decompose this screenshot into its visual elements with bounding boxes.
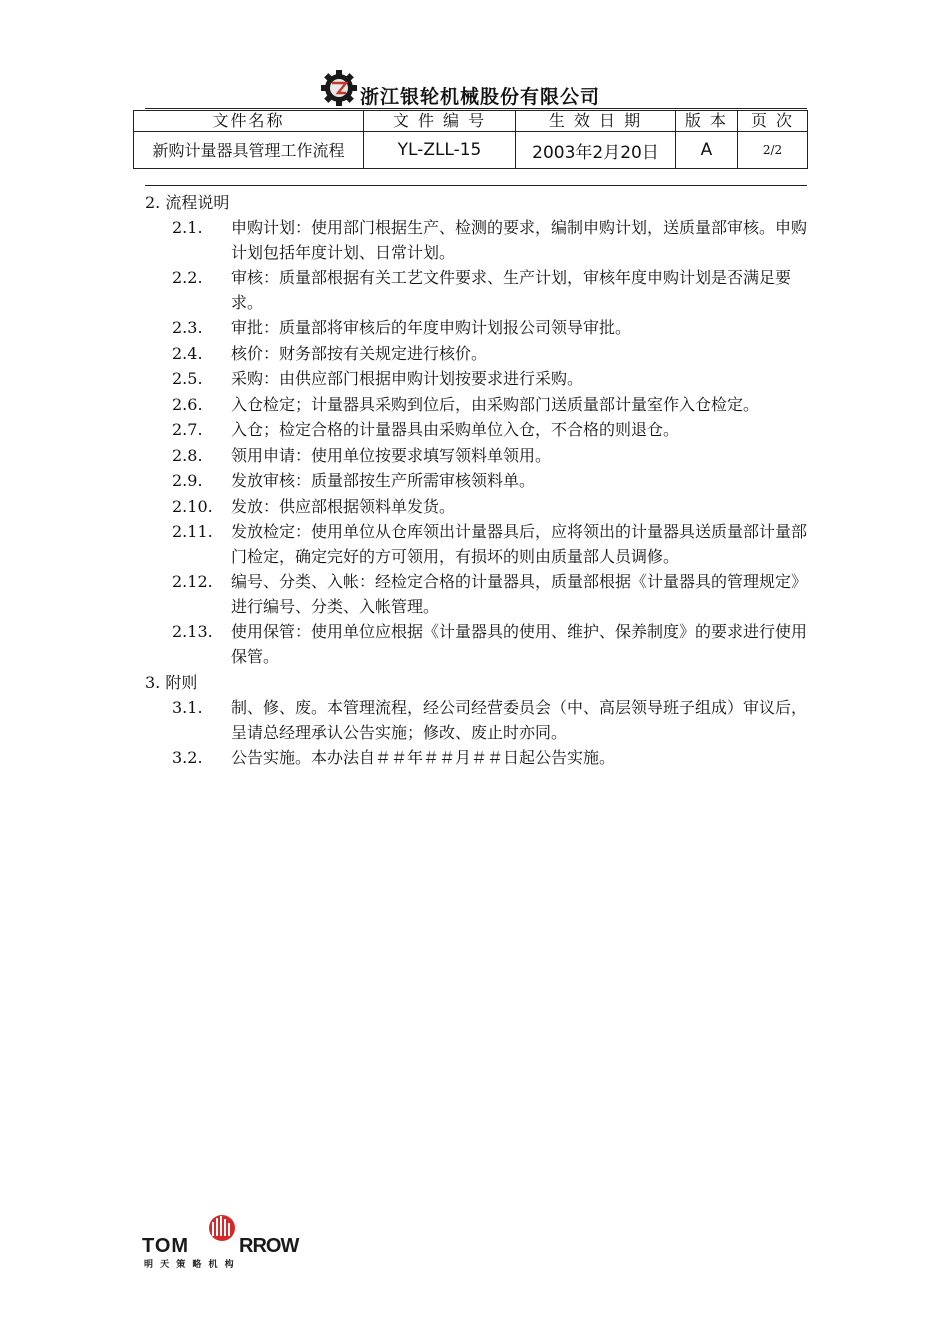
value-file-number: YL-ZLL-15: [364, 132, 516, 169]
list-item: [0, 469, 950, 494]
list-item: [0, 216, 950, 265]
document-body: [0, 190, 950, 772]
table-header-row: [134, 111, 808, 132]
list-item: [0, 696, 950, 745]
value-version: A: [676, 132, 738, 169]
item-text: 使用保管：使用单位应根据《计量器具的使用、维护、保养制度》的要求进行使用保管。: [231, 622, 808, 666]
value-file-name: 新购计量器具管理工作流程: [134, 132, 364, 169]
list-item: [0, 266, 950, 315]
item-text: 申购计划：使用部门根据生产、检测的要求，编制申购计划，送质量部审核。申购计划包括年度计划、日常计划。: [231, 218, 808, 262]
item-text: 发放审核：质量部按生产所需审核领料单。: [231, 471, 536, 490]
list-item: [0, 620, 950, 669]
section-title: 3. 附则: [145, 673, 198, 692]
value-page: 2/2: [738, 132, 808, 169]
list-item: [0, 520, 950, 569]
item-text: 领用申请：使用单位按要求填写领料单领用。: [231, 445, 552, 465]
item-number: 2.12.: [172, 572, 213, 591]
item-number: 2.9.: [172, 471, 203, 490]
item-number: 3.1.: [172, 698, 203, 717]
item-number: 2.1.: [172, 218, 203, 237]
tomorrow-logo-icon: [140, 1210, 305, 1270]
document-info-table: [133, 110, 808, 169]
list-item: [0, 570, 950, 619]
item-text: 发放：供应部根据领料单发货。: [231, 496, 456, 516]
item-number: 2.5.: [172, 369, 203, 388]
footer-brand-left: TOM: [142, 1235, 190, 1257]
item-text: 入仓检定；计量器具采购到位后，由采购部门送质量部计量室作入仓检定。: [231, 394, 760, 414]
item-text: 采购：由供应部门根据申购计划按要求进行采购。: [231, 369, 584, 388]
list-item: [0, 367, 950, 392]
footer-tagline: 明 天 策 略 机 构: [144, 1260, 236, 1270]
list-item: [0, 342, 950, 367]
list-item: [0, 393, 950, 418]
item-number: 3.2.: [172, 748, 203, 767]
header-cell-effective-date: 生 效 日 期: [516, 111, 676, 132]
item-text: 发放检定：使用单位从仓库领出计量器具后，应将领出的计量器具送质量部计量部门检定，确定完好的方可领用，有损坏的则由质量部人员调修。: [231, 522, 808, 566]
company-name: 浙江银轮机械股份有限公司: [360, 86, 601, 108]
item-text: 审核：质量部根据有关工艺文件要求、生产计划，审核年度申购计划是否满足要求。: [231, 268, 792, 312]
list-item: [0, 316, 950, 341]
header-cell-version: 版 本: [676, 111, 738, 132]
list-item: [0, 746, 950, 771]
company-logo-icon: [320, 70, 358, 106]
header-cell-page: 页 次: [738, 111, 808, 132]
item-number: 2.2.: [172, 268, 203, 287]
item-number: 2.4.: [172, 343, 203, 363]
item-number: 2.6.: [172, 394, 203, 414]
item-text: 制、修、废。本管理流程，经公司经营委员会（中、高层领导班子组成）审议后，呈请总经理承认公告实施；修改、废止时亦同。: [231, 698, 808, 742]
table-bottom-rule: [145, 185, 807, 186]
item-text: 审批：质量部将审核后的年度申购计划报公司领导审批。: [231, 318, 632, 337]
item-number: 2.7.: [172, 420, 203, 439]
item-text: 公告实施。本办法自＃＃年＃＃月＃＃日起公告实施。: [231, 748, 616, 767]
list-item: [0, 444, 950, 469]
value-effective-date: 2003年2月20日: [516, 132, 676, 169]
header-cell-file-number: 文 件 编 号: [364, 111, 516, 132]
footer-brand-right: RROW: [239, 1235, 299, 1257]
item-number: 2.8.: [172, 445, 203, 465]
item-number: 2.11.: [172, 522, 213, 541]
list-item: [0, 418, 950, 443]
table-value-row: [134, 132, 808, 169]
list-item: [0, 495, 950, 520]
item-text: 编号、分类、入帐：经检定合格的计量器具，质量部根据《计量器具的管理规定》进行编号、分类、入帐管理。: [231, 572, 808, 616]
section-title: 2. 流程说明: [145, 193, 230, 212]
item-number: 2.3.: [172, 318, 203, 337]
document-header: [0, 70, 950, 110]
item-number: 2.13.: [172, 622, 213, 641]
item-number: 2.10.: [172, 496, 213, 516]
item-text: 入仓；检定合格的计量器具由采购单位入仓，不合格的则退仓。: [231, 420, 680, 439]
header-cell-file-name: 文件名称: [134, 111, 364, 132]
item-text: 核价：财务部按有关规定进行核价。: [231, 343, 488, 363]
header-rule: [145, 108, 807, 109]
